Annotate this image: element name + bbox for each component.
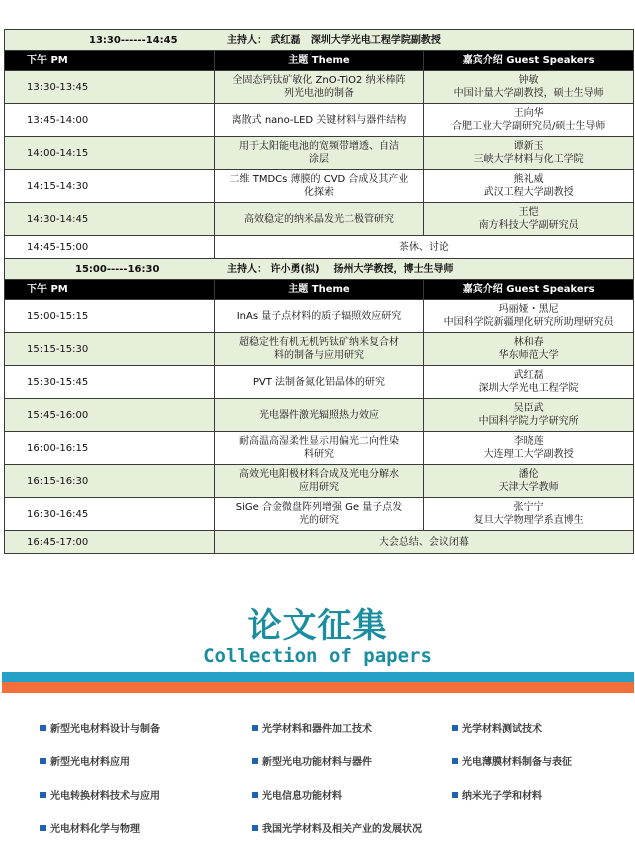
speaker-name: 钟敏 (518, 75, 539, 86)
talk-theme-line: 高效稳定的纳米晶发光二极管研究 (243, 213, 394, 225)
speaker-affiliation: 中国计量大学副教授，硕士生导师 (453, 88, 604, 99)
speaker-affiliation: 华东师范大学 (498, 350, 559, 361)
schedule-row (5, 300, 634, 333)
header-theme: 主题 Theme (214, 51, 424, 71)
topic-item: 光电材料化学与物理 (40, 820, 140, 835)
schedule-row (5, 104, 634, 137)
bullet-icon (40, 792, 46, 798)
topic-item: 新型光电材料设计与制备 (40, 720, 160, 735)
speaker-info (424, 203, 634, 236)
slot-time: 16:30-16:45 (5, 498, 215, 531)
slot-time: 15:45-16:00 (5, 399, 215, 432)
speaker-info (424, 137, 634, 170)
talk-theme (214, 170, 424, 203)
talk-theme (214, 498, 424, 531)
topic-item: 新型光电材料应用 (40, 753, 130, 768)
speaker-info (424, 432, 634, 465)
papers-title-en: Collection of papers (203, 645, 432, 667)
slot-time: 16:15-16:30 (5, 465, 215, 498)
talk-theme-line: 二维 TMDCs 薄膜的 CVD 合成及其产业 (229, 174, 409, 185)
talk-theme (214, 399, 424, 432)
schedule-row (5, 465, 634, 498)
talk-theme (214, 432, 424, 465)
talk-theme-line: 料的制备与应用研究 (273, 350, 364, 361)
bullet-icon (252, 825, 258, 831)
slot-time: 16:00-16:15 (5, 432, 215, 465)
schedule-row (5, 333, 634, 366)
slot-time: 15:30-15:45 (5, 366, 215, 399)
talk-theme (214, 137, 424, 170)
talk-theme (214, 366, 424, 399)
schedule-row (5, 137, 634, 170)
talk-theme-line: 全固态钙钛矿敏化 ZnO-TiO2 纳米棒阵 (232, 75, 406, 86)
talk-theme-line: 料研究 (303, 449, 334, 460)
speaker-affiliation: 天津大学教师 (498, 482, 559, 493)
schedule-row (5, 203, 634, 236)
topic-item: 新型光电功能材料与器件 (252, 753, 372, 768)
talk-theme-line: InAs 量子点材料的质子辐照效应研究 (236, 310, 402, 322)
schedule-row (5, 432, 634, 465)
header-time: 下午 PM (5, 51, 215, 71)
speaker-info (424, 465, 634, 498)
talk-theme (214, 104, 424, 137)
speaker-affiliation: 复旦大学物理学系直博生 (473, 515, 584, 526)
topic-item: 我国光学材料及相关产业的发展状况 (252, 820, 422, 835)
speaker-affiliation: 中国科学院力学研究所 (478, 416, 579, 427)
speaker-affiliation: 中国科学院新疆理化研究所助理研究员 (443, 317, 614, 328)
talk-theme-line: 应用研究 (298, 482, 339, 493)
schedule-row (5, 71, 634, 104)
bullet-icon (252, 758, 258, 764)
session-1-time: 13:30------14:45 (89, 34, 178, 46)
talk-theme (214, 333, 424, 366)
slot-time: 14:00-14:15 (5, 137, 215, 170)
speaker-affiliation: 大连理工大学副教授 (483, 449, 574, 460)
talk-theme-line: 列光电池的制备 (283, 88, 354, 99)
bullet-icon (252, 725, 258, 731)
break-row (5, 236, 634, 259)
topic-item: 光电薄膜材料制备与表征 (452, 753, 572, 768)
speaker-name: 潘伦 (518, 469, 539, 480)
speaker-affiliation: 合肥工业大学副研究员/硕士生导师 (451, 121, 606, 132)
speaker-name: 熊礼威 (513, 174, 544, 185)
speaker-info (424, 71, 634, 104)
speaker-name: 李晓莲 (513, 436, 544, 447)
slot-time: 16:45-17:00 (5, 531, 215, 554)
session-2-host: 主持人： 许小勇(拟) 扬州大学教授，博士生导师 (227, 263, 454, 275)
bullet-icon (40, 825, 46, 831)
break-row-text: 茶休、讨论 (214, 236, 633, 259)
speaker-info (424, 300, 634, 333)
bullet-icon (40, 725, 46, 731)
header-row-1 (5, 51, 634, 71)
speaker-name: 武红磊 (513, 370, 544, 381)
talk-theme (214, 465, 424, 498)
speaker-affiliation: 深圳大学光电工程学院 (478, 383, 579, 394)
speaker-name: 王向华 (513, 108, 544, 119)
talk-theme-line: 耐高温高湿柔性显示用偏光二向性染 (238, 436, 399, 447)
talk-theme (214, 300, 424, 333)
slot-time: 14:45-15:00 (5, 236, 215, 259)
speaker-info (424, 498, 634, 531)
header-time: 下午 PM (5, 280, 215, 300)
speaker-name: 谭新玉 (513, 141, 544, 152)
speaker-info (424, 366, 634, 399)
talk-theme-line: 用于太阳能电池的宽频带增透、自洁 (238, 141, 399, 152)
header-row-2 (5, 280, 634, 300)
talk-theme-line: 涂层 (308, 154, 329, 165)
talk-theme-line: 光的研究 (298, 515, 339, 526)
header-theme: 主题 Theme (214, 280, 424, 300)
talk-theme-line: 化探索 (303, 187, 334, 198)
speaker-info (424, 399, 634, 432)
session-1-host: 主持人： 武红磊 深圳大学光电工程学院副教授 (227, 34, 441, 46)
session-2-time: 15:00-----16:30 (75, 263, 160, 275)
talk-theme-line: 离散式 nano-LED 关键材料与器件结构 (231, 114, 407, 126)
speaker-affiliation: 武汉工程大学副教授 (483, 187, 574, 198)
papers-title-cn: 论文征集 (247, 606, 388, 646)
schedule-row (5, 170, 634, 203)
bullet-icon (252, 792, 258, 798)
talk-theme-line: 超稳定性有机无机钙钛矿纳米复合材 (238, 337, 399, 348)
slot-time: 15:15-15:30 (5, 333, 215, 366)
talk-theme-line: PVT 法制备氮化铝晶体的研究 (252, 376, 386, 388)
bullet-icon (452, 725, 458, 731)
speaker-info (424, 333, 634, 366)
speaker-name: 王恺 (518, 207, 539, 218)
slot-time: 14:30-14:45 (5, 203, 215, 236)
slot-time: 14:15-14:30 (5, 170, 215, 203)
speaker-name: 玛丽娅・黑尼 (498, 304, 559, 315)
slot-time: 13:30-13:45 (5, 71, 215, 104)
header-guest: 嘉宾介绍 Guest Speakers (424, 280, 634, 300)
topic-item: 光学材料和器件加工技术 (252, 720, 372, 735)
header-guest: 嘉宾介绍 Guest Speakers (424, 51, 634, 71)
bullet-icon (452, 792, 458, 798)
talk-theme-line: 高效光电阳极材料合成及光电分解水 (238, 469, 399, 480)
divider-bar-teal (2, 672, 634, 682)
bullet-icon (40, 758, 46, 764)
slot-time: 13:45-14:00 (5, 104, 215, 137)
closing-row (5, 531, 634, 554)
bullet-icon (452, 758, 458, 764)
speaker-affiliation: 南方科技大学副研究员 (478, 220, 579, 231)
talk-theme-line: SiGe 合金微盘阵列增强 Ge 量子点发 (235, 502, 403, 513)
session-2-row (5, 259, 634, 280)
closing-row-text: 大会总结、会议闭幕 (214, 531, 633, 554)
speaker-info (424, 170, 634, 203)
speaker-affiliation: 三峡大学材料与化工学院 (473, 154, 584, 165)
schedule-table (4, 29, 634, 554)
talk-theme-line: 光电器件激光辐照热力效应 (258, 409, 379, 421)
divider-bar-orange (2, 682, 634, 693)
talk-theme (214, 203, 424, 236)
topic-item: 纳米光子学和材料 (452, 787, 542, 802)
topic-item: 光学材料测试技术 (452, 720, 542, 735)
speaker-name: 张宁宁 (513, 502, 544, 513)
topic-item: 光电转换材料技术与应用 (40, 787, 160, 802)
schedule-row (5, 399, 634, 432)
slot-time: 15:00-15:15 (5, 300, 215, 333)
speaker-info (424, 104, 634, 137)
topic-item: 光电信息功能材料 (252, 787, 342, 802)
speaker-name: 吴臣武 (513, 403, 544, 414)
session-1-row (5, 30, 634, 51)
schedule-row (5, 498, 634, 531)
talk-theme (214, 71, 424, 104)
speaker-name: 林和春 (513, 337, 544, 348)
schedule-row (5, 366, 634, 399)
